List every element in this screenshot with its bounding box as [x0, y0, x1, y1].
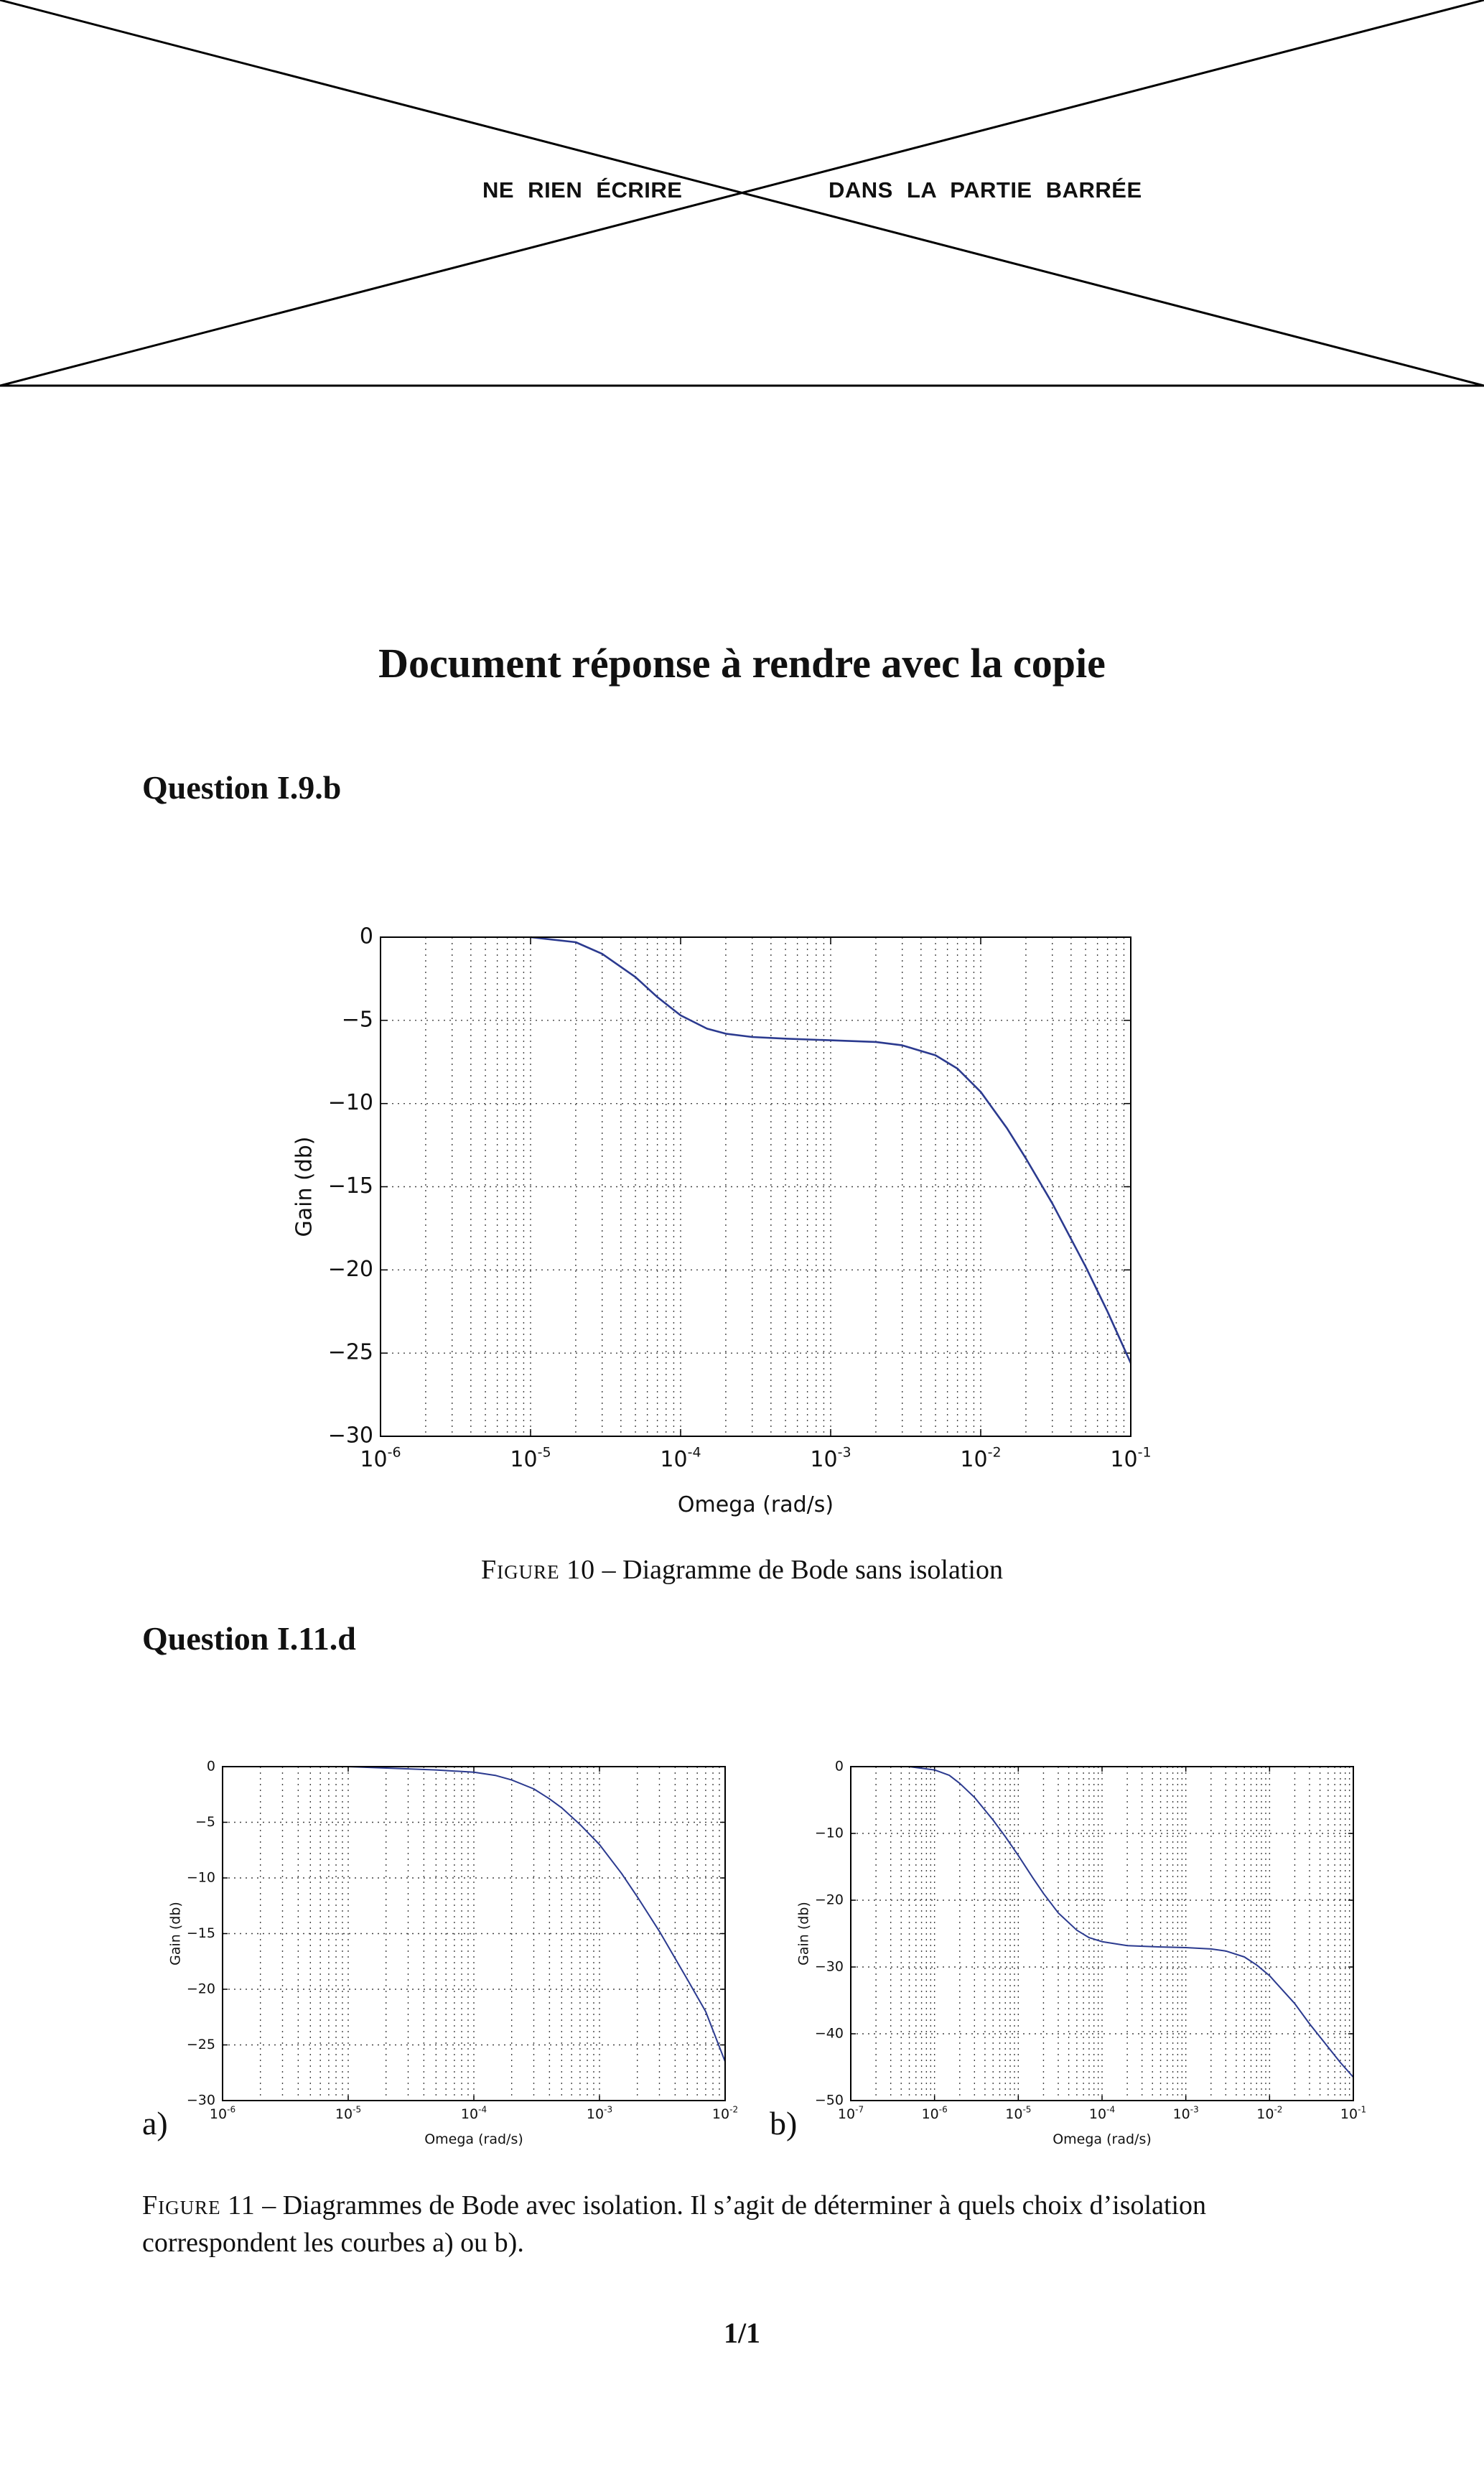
x-tick-exponent: -1 [1137, 1444, 1152, 1461]
x-tick-exponent: -2 [1274, 2104, 1283, 2115]
y-tick-label: −25 [186, 2037, 215, 2052]
barred-lines [0, 0, 1484, 388]
y-tick-label: −5 [195, 1814, 215, 1830]
y-tick-label: −20 [327, 1256, 373, 1282]
x-tick-label: $10^{-5}$ [1005, 2104, 1032, 2122]
y-tick-label: −30 [814, 1958, 844, 1975]
gain-curve [348, 1767, 725, 2062]
x-tick-exponent: -6 [938, 2104, 948, 2115]
x-axis-label: Omega (rad/s) [1053, 2131, 1152, 2147]
y-tick-label: −10 [814, 1825, 844, 1841]
y-axis-label: Gain (db) [167, 1902, 184, 1966]
x-tick-label: $10^{-2}$ [960, 1444, 1002, 1472]
x-tick-label: $10^{-6}$ [360, 1444, 401, 1472]
x-tick-label: $10^{-2}$ [1256, 2104, 1283, 2122]
figure-10-caption [0, 1551, 1484, 1589]
x-tick-label: $10^{-1}$ [1340, 2104, 1367, 2122]
y-tick-label: −50 [814, 2092, 844, 2108]
y-axis-label: Gain (db) [291, 1136, 317, 1237]
x-tick-exponent: -4 [1106, 2104, 1116, 2115]
y-tick-label: −30 [186, 2092, 215, 2108]
grid-lines [223, 1767, 725, 2101]
document-title: Document réponse à rendre avec la copie [378, 640, 1106, 687]
page-number: 1/1 [723, 2317, 761, 2349]
figure-10-text: – Diagramme de Bode sans isolation [602, 1555, 1003, 1585]
subfigure-label-b: b) [770, 2105, 798, 2142]
x-tick-exponent: -7 [855, 2104, 864, 2115]
x-tick-exponent: -6 [227, 2104, 236, 2115]
x-axis-label: Omega (rad/s) [677, 1492, 834, 1517]
barred-header [0, 0, 1484, 388]
x-tick-label: $10^{-4}$ [460, 2104, 487, 2122]
y-tick-label: −15 [327, 1173, 373, 1199]
question-heading-2: Question I.11.d [142, 1620, 356, 1657]
y-tick-label: −10 [186, 1869, 215, 1886]
y-tick-label: −20 [186, 1981, 215, 1997]
y-tick-label: −10 [327, 1090, 373, 1116]
x-tick-label: $10^{-3}$ [810, 1444, 851, 1472]
figure-10-label: Figure [481, 1555, 560, 1585]
bode-chart-fig11b [786, 1749, 1386, 2165]
x-tick-exponent: -5 [1022, 2104, 1032, 2115]
barred-text-left: NE RIEN ÉCRIRE [482, 177, 683, 203]
barred-text-right: DANS LA PARTIE BARRÉE [829, 177, 1142, 203]
gain-curve [910, 1767, 1354, 2078]
x-tick-exponent: -4 [478, 2104, 487, 2115]
x-tick-exponent: -3 [604, 2104, 613, 2115]
x-tick-label: $10^{-4}$ [1088, 2104, 1116, 2122]
grid-lines [851, 1767, 1353, 2101]
y-axis-label: Gain (db) [795, 1902, 812, 1966]
x-tick-label: $10^{-3}$ [1172, 2104, 1199, 2122]
subfigure-label-a: a) [142, 2105, 168, 2142]
x-tick-exponent: -2 [987, 1444, 1002, 1461]
x-tick-exponent: -1 [1358, 2104, 1367, 2115]
x-tick-label: $10^{-6}$ [209, 2104, 236, 2122]
x-tick-label: $10^{-4}$ [660, 1444, 701, 1472]
x-tick-label: $10^{-3}$ [586, 2104, 613, 2122]
x-tick-exponent: -6 [387, 1444, 401, 1461]
figure-10-number: 10 [566, 1555, 596, 1585]
x-tick-label: $10^{-2}$ [711, 2104, 739, 2122]
x-tick-exponent: -3 [837, 1444, 851, 1461]
x-tick-label: $10^{-5}$ [335, 2104, 362, 2122]
figure-11-number: 11 [228, 2190, 256, 2220]
y-tick-label: −15 [186, 1925, 215, 1941]
x-tick-exponent: -2 [729, 2104, 739, 2115]
y-tick-label: −30 [327, 1423, 373, 1448]
x-axis-label: Omega (rad/s) [424, 2131, 523, 2147]
y-tick-label: −25 [327, 1339, 373, 1365]
x-tick-exponent: -5 [353, 2104, 362, 2115]
x-tick-label: $10^{-7}$ [837, 2104, 864, 2122]
x-tick-label: $10^{-6}$ [921, 2104, 948, 2122]
y-tick-label: −20 [814, 1892, 844, 1908]
bode-chart-fig10 [273, 912, 1177, 1530]
figure-11-text: – Diagrammes de Bode avec isolation. Il s’agit de déterminer à quels choix d’isolation correspondent les courbes a) ou b). [142, 2190, 1207, 2258]
grid-lines [381, 937, 1131, 1436]
x-tick-exponent: -3 [1190, 2104, 1199, 2115]
y-tick-label: 0 [359, 924, 373, 949]
y-tick-label: −40 [814, 2025, 844, 2042]
x-tick-exponent: -4 [687, 1444, 701, 1461]
y-tick-label: 0 [206, 1758, 215, 1775]
question-heading-1: Question I.9.b [142, 769, 342, 806]
bode-chart-fig11a [158, 1749, 754, 2165]
y-tick-label: −5 [341, 1007, 373, 1033]
y-tick-label: 0 [834, 1758, 844, 1775]
x-tick-label: $10^{-1}$ [1110, 1444, 1152, 1472]
x-tick-exponent: -5 [537, 1444, 551, 1461]
figure-11-label: Figure [142, 2190, 221, 2220]
x-tick-label: $10^{-5}$ [510, 1444, 551, 1472]
figure-11-caption [142, 2187, 1355, 2261]
